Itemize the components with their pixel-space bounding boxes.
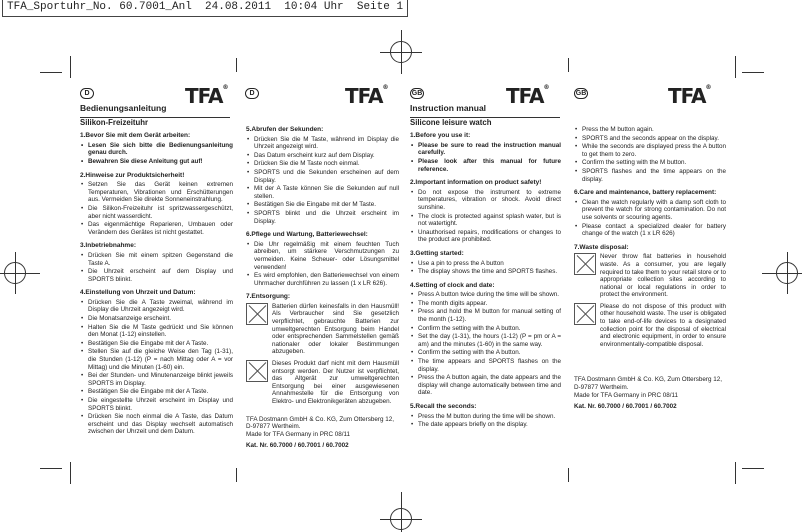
disposal-text: Never throw flat batteries in household waste. As a consumer, you are legally required to take them to your retail store or to appropriate collection sites according to national or local regulations in order to protect the environment. <box>600 253 726 299</box>
section-heading: 5.Abrufen der Sekunden: <box>246 126 324 133</box>
crop-mark <box>70 56 71 78</box>
list-item: • Mit der A Taste können Sie die Sekunden auf null stellen. <box>254 185 399 200</box>
list-item: • Drücken Sie die M Taste noch einmal. <box>254 160 399 168</box>
list-item: • Stellen Sie auf die gleiche Weise den Tag (1-31), die Stunden (1-12) (P = nach Mittag oder A = vor Mittag) und die Minuten (1-60) ein. <box>88 348 233 371</box>
list-item: • Die eingestellte Uhrzeit erscheint im Display und SPORTS blinkt. <box>88 397 233 412</box>
crop-mark <box>735 462 736 484</box>
section-heading: 5.Recall the seconds: <box>410 403 477 410</box>
section-heading: 3.Getting started: <box>410 249 464 257</box>
list-item: • Das Datum erscheint kurz auf dem Display. <box>254 152 399 160</box>
list-item: • Confirm the setting with the M button. <box>582 159 726 167</box>
footer <box>246 416 399 450</box>
list-item: • Confirm the setting with the A button. <box>418 325 561 333</box>
list <box>80 252 233 283</box>
list-item: • While the seconds are displayed press the A button to get them to zero. <box>582 143 726 158</box>
list <box>246 241 399 288</box>
language-badge-de: D <box>80 88 94 99</box>
list-item: • SPORTS blinkt und die Uhrzeit erscheint im Display. <box>254 210 399 225</box>
page-gb-1 <box>410 105 561 430</box>
section-heading: 2.Important information on product safety! <box>410 179 542 187</box>
registration-mark-top <box>380 52 422 53</box>
registration-mark-bottom <box>401 492 402 532</box>
language-badge-gb: GB <box>411 90 423 97</box>
list <box>80 299 233 436</box>
list <box>80 142 233 166</box>
page-de-1 <box>80 105 233 437</box>
registration-mark-left <box>15 252 16 294</box>
made-in: Made for TFA Germany in PRC 08/11 <box>574 391 679 399</box>
disposal-notice <box>574 253 726 299</box>
section-heading: 7.Waste disposal: <box>574 243 629 251</box>
list <box>410 189 561 244</box>
list <box>574 126 726 183</box>
list-item: • Drücken Sie die A Taste zweimal, während im Display die Uhrzeit angezeigt wird. <box>88 299 233 314</box>
product-title: Silikon-Freizeituhr <box>80 117 149 127</box>
list-item: • Press A button twice during the time will be shown. <box>418 291 561 299</box>
list-item: • Confirm the setting with the A button. <box>418 349 561 357</box>
page-gb-2 <box>574 126 726 411</box>
fold-mark <box>236 58 237 72</box>
list-item: • Die Uhr regelmäßig mit einem feuchten Tuch abreiben, um stärkere Verschmutzungen zu vermeiden. Keine Scheuer- oder Lösungsmittel verwenden! <box>254 241 399 271</box>
crop-mark <box>735 56 736 78</box>
registration-mark-right <box>787 252 788 294</box>
crossed-bin-icon <box>574 253 596 275</box>
address: TFA Dostmann GmbH & Co. KG, Zum Ottersberg 12, D-97877 Wertheim. <box>574 376 723 392</box>
list <box>410 142 561 173</box>
list-item: • Do not expose the instrument to extreme temperatures, vibration or shock. Avoid direct sunshine. <box>418 189 561 212</box>
section-heading: 2.Hinweise zur Produktsicherheit! <box>80 171 185 179</box>
crossed-bin-icon <box>574 303 596 325</box>
catalog-number: Kat. Nr. 60.7000 / 60.7001 / 60.7002 <box>246 442 349 450</box>
disposal-notice <box>574 303 726 349</box>
list-item: • Set the day (1-31), the hours (1-12) (P = pm or A = am) and the minutes (1-60) in the same way. <box>418 333 561 348</box>
registration-mark-bottom <box>380 519 422 520</box>
list-item: • Bei der Stunden- und Minutenanzeige blinkt jeweils SPORTS im Display. <box>88 372 233 387</box>
tfa-logo: TFA® <box>668 84 711 108</box>
disposal-text: Dieses Produkt darf nicht mit dem Hausmüll entsorgt werden. Der Nutzer ist verpflichtet, das Altgerät zur umweltgerechten Entsorgung bei einer ausgewiesenen Annahmestelle für die Entsorgung von Elektro- und Elektronikgeräten abzugeben. <box>272 360 399 405</box>
list-item: • The time appears and SPORTS flashes on the display. <box>418 358 561 373</box>
crop-mark <box>742 72 764 73</box>
list-item: • Setzen Sie das Gerät keinen extremen Temperaturen, Vibrationen und Erschütterungen aus. Vermeiden Sie direkte Sonneneinstrahlung. <box>88 181 233 204</box>
section-heading: 4.Setting of clock and date: <box>410 281 495 289</box>
tfa-logo: TFA® <box>185 84 228 108</box>
list-item: • Die Monatsanzeige erscheint. <box>88 315 233 323</box>
list-item: • Use a pin to press the A button <box>418 260 561 268</box>
file-header: TFA_Sportuhr_No. 60.7001_Anl 24.08.2011 10:04 Uhr Seite 1 <box>2 0 408 17</box>
list-item: • SPORTS flashes and the time appears on the display. <box>582 168 726 183</box>
list <box>574 199 726 238</box>
list-item: • Bestätigen Sie die Eingabe mit der A Taste. <box>88 388 233 396</box>
disposal-text: Please do not dispose of this product with other household waste. The user is obligated to take end-of-life devices to a designated collection point for the disposal of electrical and electronic equipment, in order to ensure environmentally-compatible disposal. <box>600 302 726 348</box>
made-in: Made for TFA Germany in PRC 08/11 <box>246 430 351 438</box>
section-heading: 6.Pflege und Wartung, Batteriewechsel: <box>246 231 368 239</box>
fold-mark <box>568 58 569 72</box>
language-badge-gb: GB <box>575 90 587 97</box>
list <box>410 291 561 397</box>
list <box>410 260 561 276</box>
language-badge-de: D <box>245 88 259 99</box>
list-item: • Die Silikon-Freizeituhr ist spritzwassergeschützt, aber nicht wasserdicht. <box>88 205 233 220</box>
list-item: • SPORTS and the seconds appear on the display. <box>582 135 726 143</box>
tfa-logo: TFA® <box>345 84 388 108</box>
crossed-bin-icon <box>246 303 268 325</box>
crop-mark <box>70 462 71 484</box>
list <box>410 413 561 429</box>
page-de-2 <box>246 126 399 450</box>
list-item: • Unauthorised repairs, modifications or changes to the product are prohibited. <box>418 229 561 244</box>
list-item: • Please be sure to read the instruction manual carefully. <box>418 142 561 157</box>
registration-mark-right <box>762 273 802 274</box>
list-item: • Lesen Sie sich bitte die Bedienungsanleitung genau durch. <box>88 142 233 157</box>
disposal-notice <box>246 303 399 356</box>
section-heading: 4.Einstellung von Uhrzeit und Datum: <box>80 289 196 297</box>
crop-mark <box>40 468 62 469</box>
list-item: • The clock is protected against splash water, but is not watertight. <box>418 213 561 228</box>
section-heading: 3.Inbetriebnahme: <box>80 242 136 250</box>
list-item: • Drücken Sie mit einem spitzen Gegenstand die Taste A. <box>88 252 233 267</box>
list-item: • Halten Sie die M Taste gedrückt und Sie können den Monat (1-12) einstellen. <box>88 324 233 339</box>
list-item: • SPORTS und die Sekunden erscheinen auf dem Display. <box>254 169 399 184</box>
list-item: • The display shows the time and SPORTS flashes. <box>418 268 561 276</box>
address: TFA Dostmann GmbH & Co. KG, Zum Ottersberg 12, D-97877 Wertheim. <box>246 415 395 431</box>
crop-mark <box>40 72 62 73</box>
list-item: • Die Uhrzeit erscheint auf dem Display und SPORTS blinkt. <box>88 268 233 283</box>
page-title: Instruction manual <box>410 103 487 113</box>
list-item: • Please look after this manual for future reference. <box>418 158 561 173</box>
tfa-logo: TFA® <box>506 84 549 108</box>
list-item: • Drücken Sie noch einmal die A Taste, das Datum erscheint und das Display wechselt automatisch zwischen der Uhrzeit und dem Datum. <box>88 413 233 436</box>
list-item: • Clean the watch regularly with a damp soft cloth to prevent the watch for strong contamination. Do not use solvents or scouring agents. <box>582 199 726 222</box>
page-title: Bedienungsanleitung <box>80 103 167 113</box>
fold-mark <box>236 468 237 482</box>
list-item: • Please contact a specialized dealer for battery change of the watch (1 x LR 626) <box>582 223 726 238</box>
section-heading: 7.Entsorgung: <box>246 293 291 301</box>
list-item: • Bewahren Sie diese Anleitung gut auf! <box>88 158 233 166</box>
product-title: Silicone leisure watch <box>410 117 492 127</box>
list-item: • Press the M button again. <box>582 126 726 134</box>
catalog-number: Kat. Nr. 60.7000 / 60.7001 / 60.7002 <box>574 403 677 411</box>
registration-mark-left <box>0 273 40 274</box>
section-heading: 1.Before you use it: <box>410 132 471 140</box>
list-item: • Es wird empfohlen, den Batteriewechsel von einem Uhrmacher durchführen zu lassen (1 x LR 626). <box>254 272 399 287</box>
disposal-text: Batterien dürfen keinesfalls in den Hausmüll! Als Verbraucher sind Sie gesetzlich verpflichtet, gebrauchte Batterien zur umweltgerechten Entsorgung beim Handel oder entsprechenden Sammelstellen gemäß nationaler oder lokaler Bestimmungen abzugeben. <box>272 302 399 356</box>
disposal-notice <box>246 360 399 406</box>
section-heading: 6.Care and maintenance, battery replacement: <box>574 189 717 197</box>
section-heading: 1.Bevor Sie mit dem Gerät arbeiten: <box>80 132 191 140</box>
list-item: • Bestätigen Sie die Eingabe mit der M Taste. <box>254 201 399 209</box>
list-item: • Press the M button during the time will be shown. <box>418 413 561 421</box>
list-item: • The date appears briefly on the display. <box>418 421 561 429</box>
list-item: • Drücken Sie die M Taste, während im Display die Uhrzeit angezeigt wird. <box>254 136 399 151</box>
list-item: • The month digits appear. <box>418 300 561 308</box>
footer <box>574 376 726 410</box>
list-item: • Press the A button again, the date appears and the display will change automatically between time and date. <box>418 374 561 397</box>
list <box>246 136 399 226</box>
list-item: • Bestätigen Sie die Eingabe mit der A Taste. <box>88 340 233 348</box>
fold-mark <box>568 468 569 482</box>
crossed-bin-icon <box>246 360 268 382</box>
crop-mark <box>742 468 764 469</box>
list <box>80 181 233 236</box>
list-item: • Das eigenmächtige Reparieren, Umbauen oder Verändern des Gerätes ist nicht gestattet. <box>88 221 233 236</box>
list-item: • Press and hold the M button for manual setting of the month (1-12). <box>418 308 561 323</box>
